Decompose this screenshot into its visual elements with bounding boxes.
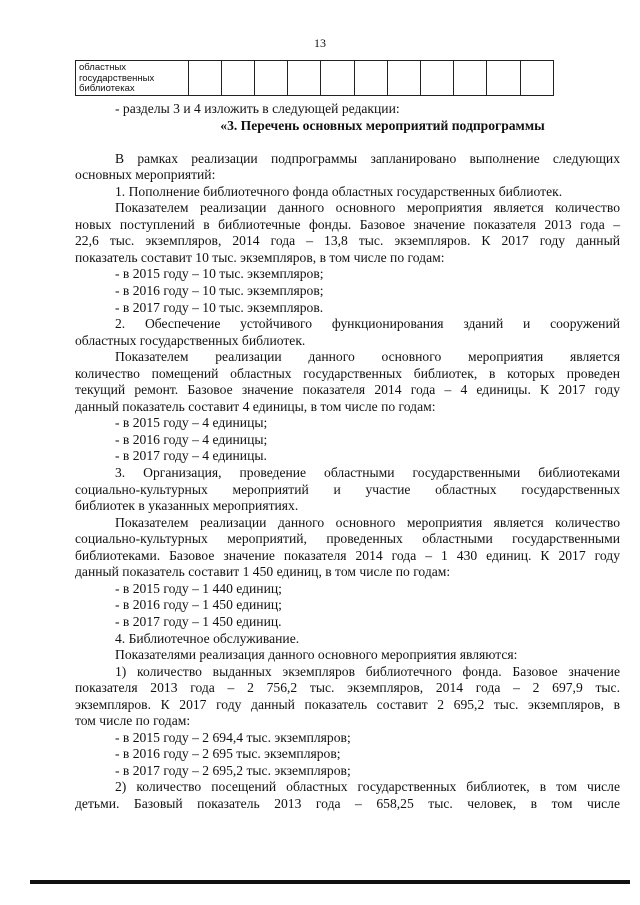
text-line: 2. Обеспечение устойчивого функционирования зданий и сооружений: [115, 316, 620, 332]
table-cell: [421, 61, 454, 96]
text-line: - разделы 3 и 4 изложить в следующей редакции:: [115, 101, 400, 116]
text-line: 4. Библиотечное обслуживание.: [115, 630, 300, 646]
text-line: 1. Пополнение библиотечного фонда областных государственных библиотек.: [115, 183, 563, 199]
text-line: основных мероприятий:: [75, 167, 216, 183]
table-cell: [388, 61, 421, 96]
text-line: - в 2015 году – 10 тыс. экземпляров;: [115, 266, 324, 282]
table-cell: [454, 61, 487, 96]
table-cell: [189, 61, 222, 96]
text-line: - в 2016 году – 1 450 единиц;: [115, 597, 282, 613]
text-line: В рамках реализации подпрограммы запланировано выполнение следующих: [115, 150, 620, 166]
table-cell: [521, 61, 554, 96]
table-cell-label: [76, 61, 189, 96]
text-line: «3. Перечень основных мероприятий подпрограммы: [220, 117, 545, 133]
text-line: социально-культурных мероприятий и участие областных государственных: [75, 481, 620, 497]
text-line: экземпляров. К 2017 году данный показатель составит 2 695,2 тыс. экземпляров, в: [75, 696, 620, 712]
text-line: - в 2017 году – 2 695,2 тыс. экземпляров;: [115, 762, 351, 778]
text-line: количество помещений областных государственных библиотек, в которых проведен: [75, 365, 620, 381]
text-line: Показателями реализация данного основного мероприятия являются:: [115, 647, 518, 663]
table-row: [76, 61, 554, 96]
text-line: новых поступлений в библиотечные фонды. Базовое значение показателя 2013 года –: [75, 216, 620, 232]
table-cell: [321, 61, 355, 96]
text-line: Показателем реализации данного основного мероприятия является: [115, 349, 620, 365]
table-cell: [355, 61, 388, 96]
table-cell: [222, 61, 255, 96]
text-line: 3. Организация, проведение областными государственными библиотеками: [115, 465, 620, 481]
text-line: библиотек в указанных мероприятиях.: [75, 498, 299, 514]
page-number: 13: [314, 36, 326, 50]
text-line: - в 2017 году – 10 тыс. экземпляров.: [115, 299, 324, 315]
table-cell: [288, 61, 321, 96]
text-line: - в 2015 году – 2 694,4 тыс. экземпляров;: [115, 729, 351, 745]
table-cell-label-text: [76, 61, 188, 95]
text-line: 2) количество посещений областных государственных библиотек, в том числе: [115, 779, 620, 795]
label-line: областных: [79, 62, 127, 73]
text-line: детьми. Базовый показатель 2013 года – 658,25 тыс. человек, в том числе: [75, 795, 620, 811]
text-line: областных государственных библиотек.: [75, 332, 306, 348]
bottom-rule: [30, 880, 630, 884]
text-line: 1) количество выданных экземпляров библиотечного фонда. Базовое значение: [115, 663, 620, 679]
text-line: текущий ремонт. Базовое значение показателя 2014 года – 4 единицы. К 2017 году: [75, 382, 620, 398]
table-cell: [255, 61, 288, 96]
text-line: том числе по годам:: [75, 713, 191, 729]
text-line: библиотеками. Базовое значение показателя 2014 года – 1 430 единиц. К 2017 году: [75, 547, 620, 563]
text-line: [75, 134, 620, 151]
text-line: - в 2015 году – 1 440 единиц;: [115, 580, 282, 596]
text-line: 22,6 тыс. экземпляров, 2014 года – 13,8 тыс. экземпляров. К 2017 году данный: [75, 233, 620, 249]
text-line: показатель составит 10 тыс. экземпляров, в том числе по годам:: [75, 249, 445, 265]
label-line: библиотеках: [79, 83, 135, 94]
document-body: [75, 101, 620, 813]
text-line: - в 2016 году – 2 695 тыс. экземпляров;: [115, 746, 341, 762]
text-line: - в 2015 году – 4 единицы;: [115, 415, 268, 431]
text-line: данный показатель составит 4 единицы, в том числе по годам:: [75, 398, 436, 414]
text-line: - в 2017 году – 1 450 единиц.: [115, 613, 282, 629]
text-line: - в 2016 году – 10 тыс. экземпляров;: [115, 283, 324, 299]
text-line: показателя 2013 года – 2 756,2 тыс. экземпляров, 2014 года – 2 697,9 тыс.: [75, 680, 620, 696]
text-line: Показателем реализации данного основного мероприятия является количество: [115, 200, 620, 216]
continued-table: [75, 60, 554, 96]
label-line: государственных: [79, 72, 155, 84]
text-line: данный показатель составит 1 450 единиц, в том числе по годам:: [75, 564, 451, 580]
text-line: Показателем реализации данного основного мероприятия является количество: [115, 514, 620, 530]
text-line: социально-культурных мероприятий, проведенных областными государственными: [75, 531, 620, 547]
text-line: - в 2017 году – 4 единицы.: [115, 448, 267, 464]
text-line: - в 2016 году – 4 единицы;: [115, 431, 268, 447]
table-cell: [487, 61, 521, 96]
